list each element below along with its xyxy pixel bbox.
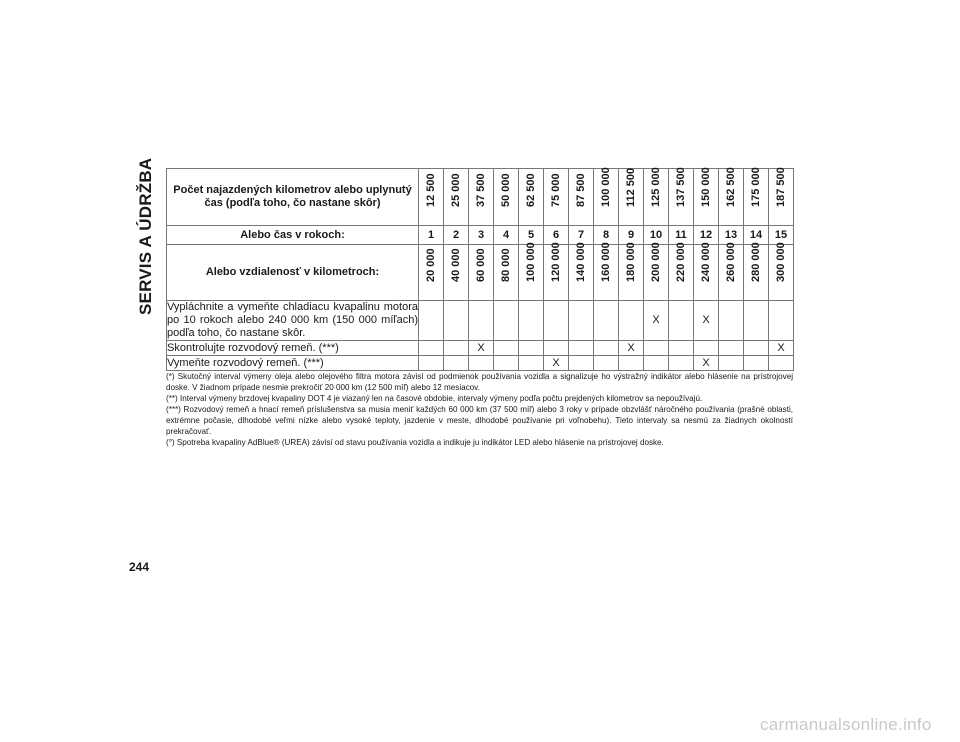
year-cell: 9 xyxy=(619,226,644,245)
mileage-cell xyxy=(419,169,444,226)
interval-mark-cell xyxy=(619,356,644,371)
interval-mark-cell xyxy=(519,301,544,341)
interval-mark-cell xyxy=(694,341,719,356)
mileage-cell-text: 150 000 xyxy=(700,167,712,207)
mileage-cell xyxy=(469,169,494,226)
year-cell: 4 xyxy=(494,226,519,245)
mileage-cell xyxy=(494,169,519,226)
interval-mark-cell xyxy=(469,301,494,341)
interval-mark-cell xyxy=(769,356,794,371)
interval-mark-cell xyxy=(419,301,444,341)
section-title-vertical xyxy=(136,157,156,315)
footnote: (*) Skutočný interval výmeny oleja alebo olejového filtra motora závisí od podmienok používania vozidla a signalizuje ho výstražný indikátor alebo hlásenie na prístrojovej doske. V žiadnom prípade nesmie prekročiť 20 000 km (12 500 míľ) alebo 12 mesiacov. xyxy=(166,372,793,392)
interval-mark-cell xyxy=(669,356,694,371)
distance-cell xyxy=(694,242,719,301)
year-cell: 3 xyxy=(469,226,494,245)
distance-cell-text: 140 000 xyxy=(575,242,587,282)
interval-mark-cell xyxy=(519,341,544,356)
distance-cell-text: 220 000 xyxy=(675,242,687,282)
interval-mark-cell xyxy=(494,341,519,356)
watermark: carmanualsonline.info xyxy=(760,715,932,734)
mileage-cell-text: 162 500 xyxy=(725,167,737,207)
interval-mark-cell xyxy=(619,301,644,341)
interval-mark-cell xyxy=(744,301,769,341)
interval-mark-cell: X xyxy=(694,301,719,341)
interval-mark-cell: X xyxy=(644,301,669,341)
year-cell: 2 xyxy=(444,226,469,245)
section-title-text: SERVIS A ÚDRŽBA xyxy=(136,157,155,315)
year-cell: 14 xyxy=(744,226,769,245)
year-cell: 1 xyxy=(419,226,444,245)
distance-cell xyxy=(569,242,594,301)
mileage-cell xyxy=(519,169,544,226)
interval-mark-cell xyxy=(669,341,694,356)
distance-cell xyxy=(419,245,444,301)
year-cell: 7 xyxy=(569,226,594,245)
interval-mark-cell xyxy=(569,356,594,371)
distance-cell-text: 20 000 xyxy=(425,248,437,282)
interval-mark-cell xyxy=(444,301,469,341)
year-cell: 10 xyxy=(644,226,669,245)
year-cell: 13 xyxy=(719,226,744,245)
mileage-cell-text: 62 500 xyxy=(525,173,537,207)
distance-cell xyxy=(594,242,619,301)
interval-mark-cell xyxy=(444,356,469,371)
mileage-cell xyxy=(744,169,769,226)
interval-mark-cell xyxy=(469,356,494,371)
mileage-cell-text: 100 000 xyxy=(600,167,612,207)
mileage-cell-text: 125 000 xyxy=(650,167,662,207)
service-schedule-table xyxy=(166,168,794,371)
mileage-cell xyxy=(569,169,594,226)
distance-cell xyxy=(494,245,519,301)
distance-cell xyxy=(644,242,669,301)
interval-mark-cell xyxy=(494,356,519,371)
interval-mark-cell xyxy=(419,356,444,371)
interval-mark-cell: X xyxy=(694,356,719,371)
distance-cell xyxy=(519,242,544,301)
interval-mark-cell xyxy=(719,356,744,371)
distance-cell-text: 180 000 xyxy=(625,242,637,282)
mileage-cell xyxy=(544,169,569,226)
distance-cell-text: 280 000 xyxy=(750,242,762,282)
interval-mark-cell xyxy=(544,341,569,356)
interval-mark-cell xyxy=(594,356,619,371)
footnote: (°) Spotreba kvapaliny AdBlue® (UREA) závisí od stavu používania vozidla a indikuje ju indikátor LED alebo hlásenie na prístrojovej doske. xyxy=(166,438,664,447)
mileage-header-label: Počet najazdených kilometrov alebo uplynutý čas (podľa toho, čo nastane skôr) xyxy=(167,169,419,226)
distance-cell-text: 60 000 xyxy=(475,248,487,282)
interval-mark-cell xyxy=(719,341,744,356)
year-cell: 11 xyxy=(669,226,694,245)
years-label: Alebo čas v rokoch: xyxy=(167,226,419,245)
mileage-header-row xyxy=(167,169,794,226)
interval-mark-cell xyxy=(744,356,769,371)
mileage-cell-text: 25 000 xyxy=(450,173,462,207)
page-number: 244 xyxy=(129,560,150,574)
table-row xyxy=(167,356,794,371)
mileage-cell xyxy=(719,169,744,226)
distance-cell xyxy=(544,242,569,301)
mileage-cell xyxy=(769,169,794,226)
mileage-cell-text: 12 500 xyxy=(425,173,437,207)
table-row xyxy=(167,341,794,356)
mileage-cell xyxy=(669,169,694,226)
year-cell: 5 xyxy=(519,226,544,245)
row-description: Vymeňte rozvodový remeň. (***) xyxy=(167,356,419,371)
distance-cell-text: 100 000 xyxy=(525,242,537,282)
distance-cell-text: 40 000 xyxy=(450,248,462,282)
year-cell: 15 xyxy=(769,226,794,245)
interval-mark-cell xyxy=(519,356,544,371)
distance-cell-text: 120 000 xyxy=(550,242,562,282)
distance-cell-text: 300 000 xyxy=(775,242,787,282)
interval-mark-cell xyxy=(419,341,444,356)
distance-cell-text: 200 000 xyxy=(650,242,662,282)
distance-cell xyxy=(719,242,744,301)
distance-cell xyxy=(619,242,644,301)
year-cell: 8 xyxy=(594,226,619,245)
mileage-cell xyxy=(694,169,719,226)
mileage-cell-text: 75 000 xyxy=(550,173,562,207)
interval-mark-cell xyxy=(494,301,519,341)
interval-mark-cell: X xyxy=(619,341,644,356)
distance-cell-text: 260 000 xyxy=(725,242,737,282)
interval-mark-cell xyxy=(719,301,744,341)
footnotes xyxy=(166,371,793,448)
row-description: Skontrolujte rozvodový remeň. (***) xyxy=(167,341,419,356)
distance-label: Alebo vzdialenosť v kilometroch: xyxy=(167,245,419,301)
distance-row xyxy=(167,245,794,301)
interval-mark-cell xyxy=(744,341,769,356)
mileage-cell xyxy=(619,169,644,226)
distance-cell xyxy=(669,242,694,301)
interval-mark-cell xyxy=(594,341,619,356)
mileage-cell-text: 175 000 xyxy=(750,167,762,207)
year-cell: 6 xyxy=(544,226,569,245)
mileage-cell-text: 37 500 xyxy=(475,173,487,207)
table-row xyxy=(167,301,794,341)
mileage-cell-text: 187 500 xyxy=(775,167,787,207)
distance-cell-text: 240 000 xyxy=(700,242,712,282)
mileage-cell-text: 87 500 xyxy=(575,173,587,207)
distance-cell xyxy=(769,242,794,301)
mileage-cell-text: 50 000 xyxy=(500,173,512,207)
interval-mark-cell xyxy=(569,301,594,341)
mileage-cell xyxy=(444,169,469,226)
interval-mark-cell xyxy=(644,341,669,356)
mileage-cell xyxy=(594,169,619,226)
distance-cell xyxy=(444,245,469,301)
year-cell: 12 xyxy=(694,226,719,245)
interval-mark-cell xyxy=(769,301,794,341)
footnote: (**) Interval výmeny brzdovej kvapaliny DOT 4 je viazaný len na časové obdobie, intervaly výmeny podľa počtu prejdených kilometrov sa nepoužívajú. xyxy=(166,394,703,403)
mileage-cell-text: 137 500 xyxy=(675,167,687,207)
interval-mark-cell xyxy=(569,341,594,356)
interval-mark-cell xyxy=(669,301,694,341)
distance-cell-text: 80 000 xyxy=(500,248,512,282)
mileage-cell-text: 112 500 xyxy=(625,167,637,207)
interval-mark-cell xyxy=(594,301,619,341)
footnote: (***) Rozvodový remeň a hnací remeň príslušenstva sa musia meniť každých 60 000 km (37 500 míľ) alebo 3 roky v prípade obzvlášť náročného používania (prašné oblasti, extrémne počasie, dlhodobé veľmi nízke alebo vysoké teploty, jazdenie v meste, dlhodobé používanie pri voľnobehu). Tieto intervaly sa nesmú za žiadnych okolností prekračovať. xyxy=(166,405,793,436)
interval-mark-cell xyxy=(644,356,669,371)
interval-mark-cell xyxy=(544,301,569,341)
mileage-cell xyxy=(644,169,669,226)
interval-mark-cell: X xyxy=(469,341,494,356)
interval-mark-cell: X xyxy=(544,356,569,371)
distance-cell xyxy=(469,245,494,301)
distance-cell xyxy=(744,242,769,301)
interval-mark-cell xyxy=(444,341,469,356)
distance-cell-text: 160 000 xyxy=(600,242,612,282)
interval-mark-cell: X xyxy=(769,341,794,356)
row-description: Vypláchnite a vymeňte chladiacu kvapalinu motora po 10 rokoch alebo 240 000 km (150 000 míľach) podľa toho, čo nastane skôr. xyxy=(167,301,418,339)
